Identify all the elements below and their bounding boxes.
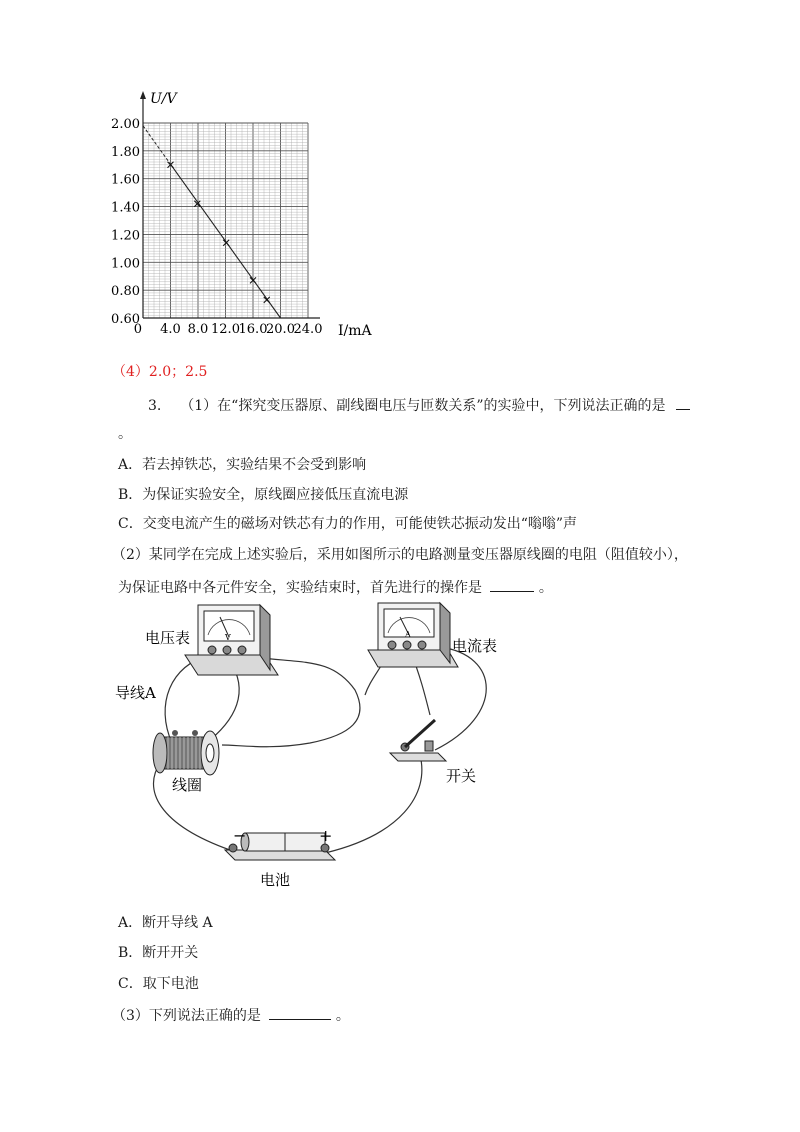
y-tick-label: 2.00 [111, 117, 140, 132]
x-tick-label: 8.0 [187, 322, 209, 337]
x-tick-label: 16.0 [238, 322, 268, 337]
q3-part1 [148, 395, 690, 415]
label-ammeter: 电流表 [452, 637, 498, 655]
x-tick-label: 0 [133, 322, 142, 337]
data-point [264, 297, 270, 303]
circuit-diagram [100, 595, 520, 900]
q3-part1-text: （1）在“探究变压器原、副线圈电压与匝数关系”的实验中，下列说法正确的是 [180, 398, 666, 414]
answer-4: （4）2.0；2.5 [112, 364, 208, 380]
x-tick-labels [134, 322, 323, 337]
label-coil: 线圈 [172, 776, 203, 794]
answer-blank-3[interactable] [269, 1005, 331, 1020]
option-2-a: A．断开导线 A [118, 915, 213, 931]
ammeter-symbol: A [405, 630, 411, 639]
coil [153, 730, 219, 775]
q3-part3 [112, 1005, 350, 1025]
x-tick-label: 4.0 [160, 322, 181, 337]
y-tick-label: 1.00 [111, 256, 140, 272]
battery [225, 826, 335, 860]
q3-part2-line2-text: 为保证电路中各元件安全，实验结束时，首先进行的操作是 [118, 580, 482, 596]
coil-terminal-icon [172, 730, 178, 736]
switch [390, 720, 446, 761]
x-tick-label: 24.0 [293, 322, 323, 337]
label-battery: 电池 [260, 871, 291, 889]
y-tick-labels [111, 117, 140, 327]
voltmeter-symbol: V [225, 633, 231, 642]
voltmeter [185, 605, 278, 675]
q3-part2-line2 [118, 577, 553, 597]
graph-axes [140, 91, 320, 318]
voltmeter-terminal-icon [208, 646, 216, 654]
option-2-c: C．取下电池 [118, 976, 199, 992]
option-2-b: B．断开开关 [118, 945, 199, 961]
ammeter [368, 603, 458, 667]
q3-part2-line1: （2）某同学在完成上述实验后，采用如图所示的电路测量变压器原线圈的电阻（阻值较小）， [112, 547, 688, 563]
ammeter-terminal-icon [388, 641, 396, 649]
y-tick-label: 0.60 [111, 312, 140, 327]
label-wire-a: 导线A [115, 684, 156, 702]
option-1-b: B．为保证实验安全，原线圈应接低压直流电源 [118, 487, 409, 503]
voltmeter-terminal-icon [223, 646, 231, 654]
q3-part1-end: 。 [118, 426, 132, 442]
ammeter-terminal-icon [403, 641, 411, 649]
x-tick-label: 12.0 [211, 322, 240, 337]
y-tick-label: 0.80 [111, 284, 140, 300]
answer-blank-2[interactable] [490, 577, 534, 592]
q3-part3-end: 。 [335, 1008, 350, 1024]
option-1-c: C．交变电流产生的磁场对铁芯有力的作用，可能使铁芯振动发出“嗡嗡”声 [118, 516, 578, 532]
x-axis-label: I/mA [338, 323, 372, 339]
y-axis-label: U/V [150, 91, 177, 107]
ammeter-terminal-icon [418, 641, 426, 649]
voltmeter-terminal-icon [238, 646, 246, 654]
u-i-graph [100, 85, 400, 350]
answer-blank-1[interactable] [676, 395, 690, 410]
graph-grid [143, 123, 308, 318]
y-tick-label: 1.40 [111, 200, 140, 216]
y-tick-label: 1.20 [111, 228, 140, 244]
y-axis-arrow-icon [140, 91, 146, 99]
q3-part2-period: 。 [538, 580, 553, 596]
x-tick-label: 20.0 [266, 322, 295, 337]
q3-number: 3. [148, 398, 162, 414]
coil-terminal-icon [192, 730, 198, 736]
battery-plus: + [319, 826, 333, 845]
battery-minus: − [233, 826, 247, 845]
fit-line [143, 126, 281, 318]
y-tick-label: 1.60 [111, 172, 140, 188]
option-1-a: A．若去掉铁芯，实验结果不会受到影响 [118, 457, 367, 473]
q3-part3-text: （3）下列说法正确的是 [112, 1008, 261, 1024]
label-voltmeter: 电压表 [145, 629, 191, 647]
label-switch: 开关 [446, 767, 477, 785]
y-tick-label: 1.80 [111, 144, 140, 160]
